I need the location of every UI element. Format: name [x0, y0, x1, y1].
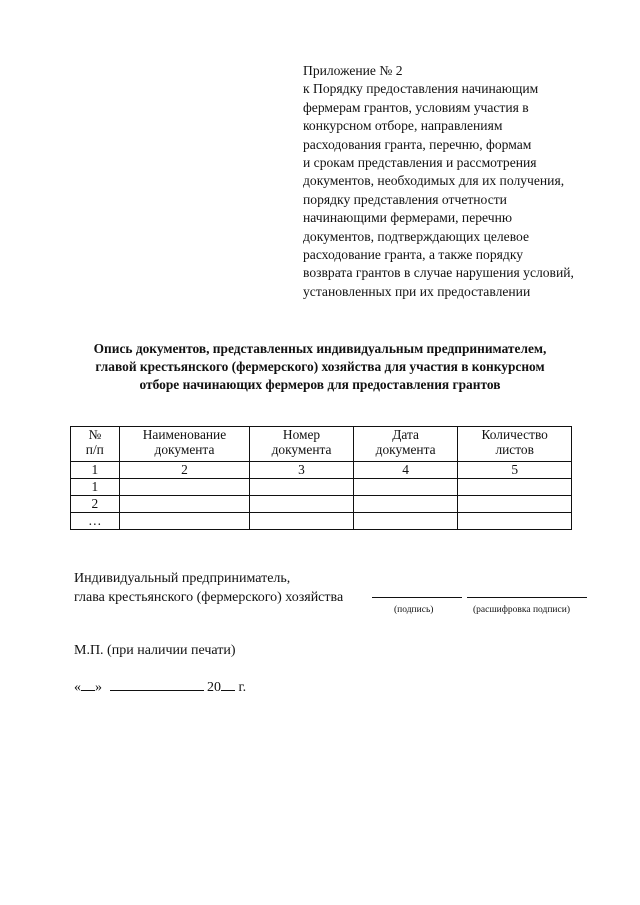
- appendix-line: порядку представления отчетности: [303, 191, 507, 207]
- date-year-prefix: 20: [207, 680, 221, 695]
- stamp-note: М.П. (при наличии печати): [74, 643, 236, 658]
- column-number: 1: [71, 462, 120, 479]
- table-header-row: [71, 427, 572, 462]
- table-cell: [458, 513, 572, 530]
- table-cell: [119, 513, 250, 530]
- title-line: главой крестьянского (фермерского) хозяйства для участия в конкурсном: [95, 359, 545, 374]
- table-cell: 2: [71, 496, 120, 513]
- appendix-line: установленных при их предоставлении: [303, 283, 531, 299]
- table-row: [71, 496, 572, 513]
- appendix-line: и срокам представления и рассмотрения: [303, 155, 537, 171]
- header-sheet-count: Количество листов: [458, 427, 572, 462]
- table-cell: [458, 496, 572, 513]
- header-doc-number: Номер документа: [250, 427, 354, 462]
- table-cell: [458, 479, 572, 496]
- table-row: [71, 479, 572, 496]
- date-line: [74, 678, 246, 696]
- date-open-quote: «: [74, 680, 81, 695]
- signature-decoding-caption: (расшифровка подписи): [473, 605, 570, 615]
- documents-table: [70, 426, 572, 530]
- table-cell: …: [71, 513, 120, 530]
- appendix-line: фермерам грантов, условиям участия в: [303, 99, 529, 115]
- date-year-suffix: г.: [238, 680, 247, 695]
- table-row: [71, 513, 572, 530]
- header-number: № п/п: [71, 427, 120, 462]
- date-year-blank: [221, 678, 235, 691]
- column-number: 3: [250, 462, 354, 479]
- appendix-line: расходования гранта, перечню, формам: [303, 136, 532, 152]
- appendix-line: Приложение № 2: [303, 63, 403, 78]
- title-line: Опись документов, представленных индивидуальным предпринимателем,: [93, 341, 547, 356]
- appendix-line: возврата грантов в случае нарушения условий,: [303, 265, 574, 281]
- table-cell: [250, 496, 354, 513]
- signer-title: Индивидуальный предприниматель,: [74, 571, 291, 586]
- table-cell: [353, 496, 458, 513]
- signature-caption: (подпись): [394, 605, 434, 615]
- table-cell: [119, 479, 250, 496]
- date-close-quote: »: [95, 680, 102, 695]
- table-cell: 1: [71, 479, 120, 496]
- date-month-blank: [110, 678, 204, 691]
- table-cell: [250, 479, 354, 496]
- column-number: 2: [119, 462, 250, 479]
- title-line: отборе начинающих фермеров для предоставления грантов: [139, 377, 501, 392]
- date-day-blank: [81, 678, 95, 691]
- appendix-line: документов, подтверждающих целевое: [303, 228, 530, 244]
- signer-role: глава крестьянского (фермерского) хозяйства: [74, 590, 344, 605]
- appendix-line: конкурсном отборе, направлениям: [303, 118, 503, 134]
- column-number-row: [71, 462, 572, 479]
- column-number: 5: [458, 462, 572, 479]
- appendix-line: к Порядку предоставления начинающим: [303, 81, 539, 97]
- table-cell: [250, 513, 354, 530]
- appendix-line: начинающими фермерами, перечню: [303, 210, 512, 226]
- signature-line: [372, 597, 462, 598]
- column-number: 4: [353, 462, 458, 479]
- appendix-line: документов, необходимых для их получения,: [303, 173, 565, 189]
- header-doc-name: Наименование документа: [119, 427, 250, 462]
- table-cell: [353, 513, 458, 530]
- signature-block: [74, 569, 343, 607]
- document-title: [30, 340, 610, 394]
- table-cell: [119, 496, 250, 513]
- appendix-line: расходование гранта, а также порядку: [303, 247, 524, 263]
- header-doc-date: Дата документа: [353, 427, 458, 462]
- signature-decoding-line: [467, 597, 587, 598]
- appendix-header: [303, 62, 633, 301]
- table-cell: [353, 479, 458, 496]
